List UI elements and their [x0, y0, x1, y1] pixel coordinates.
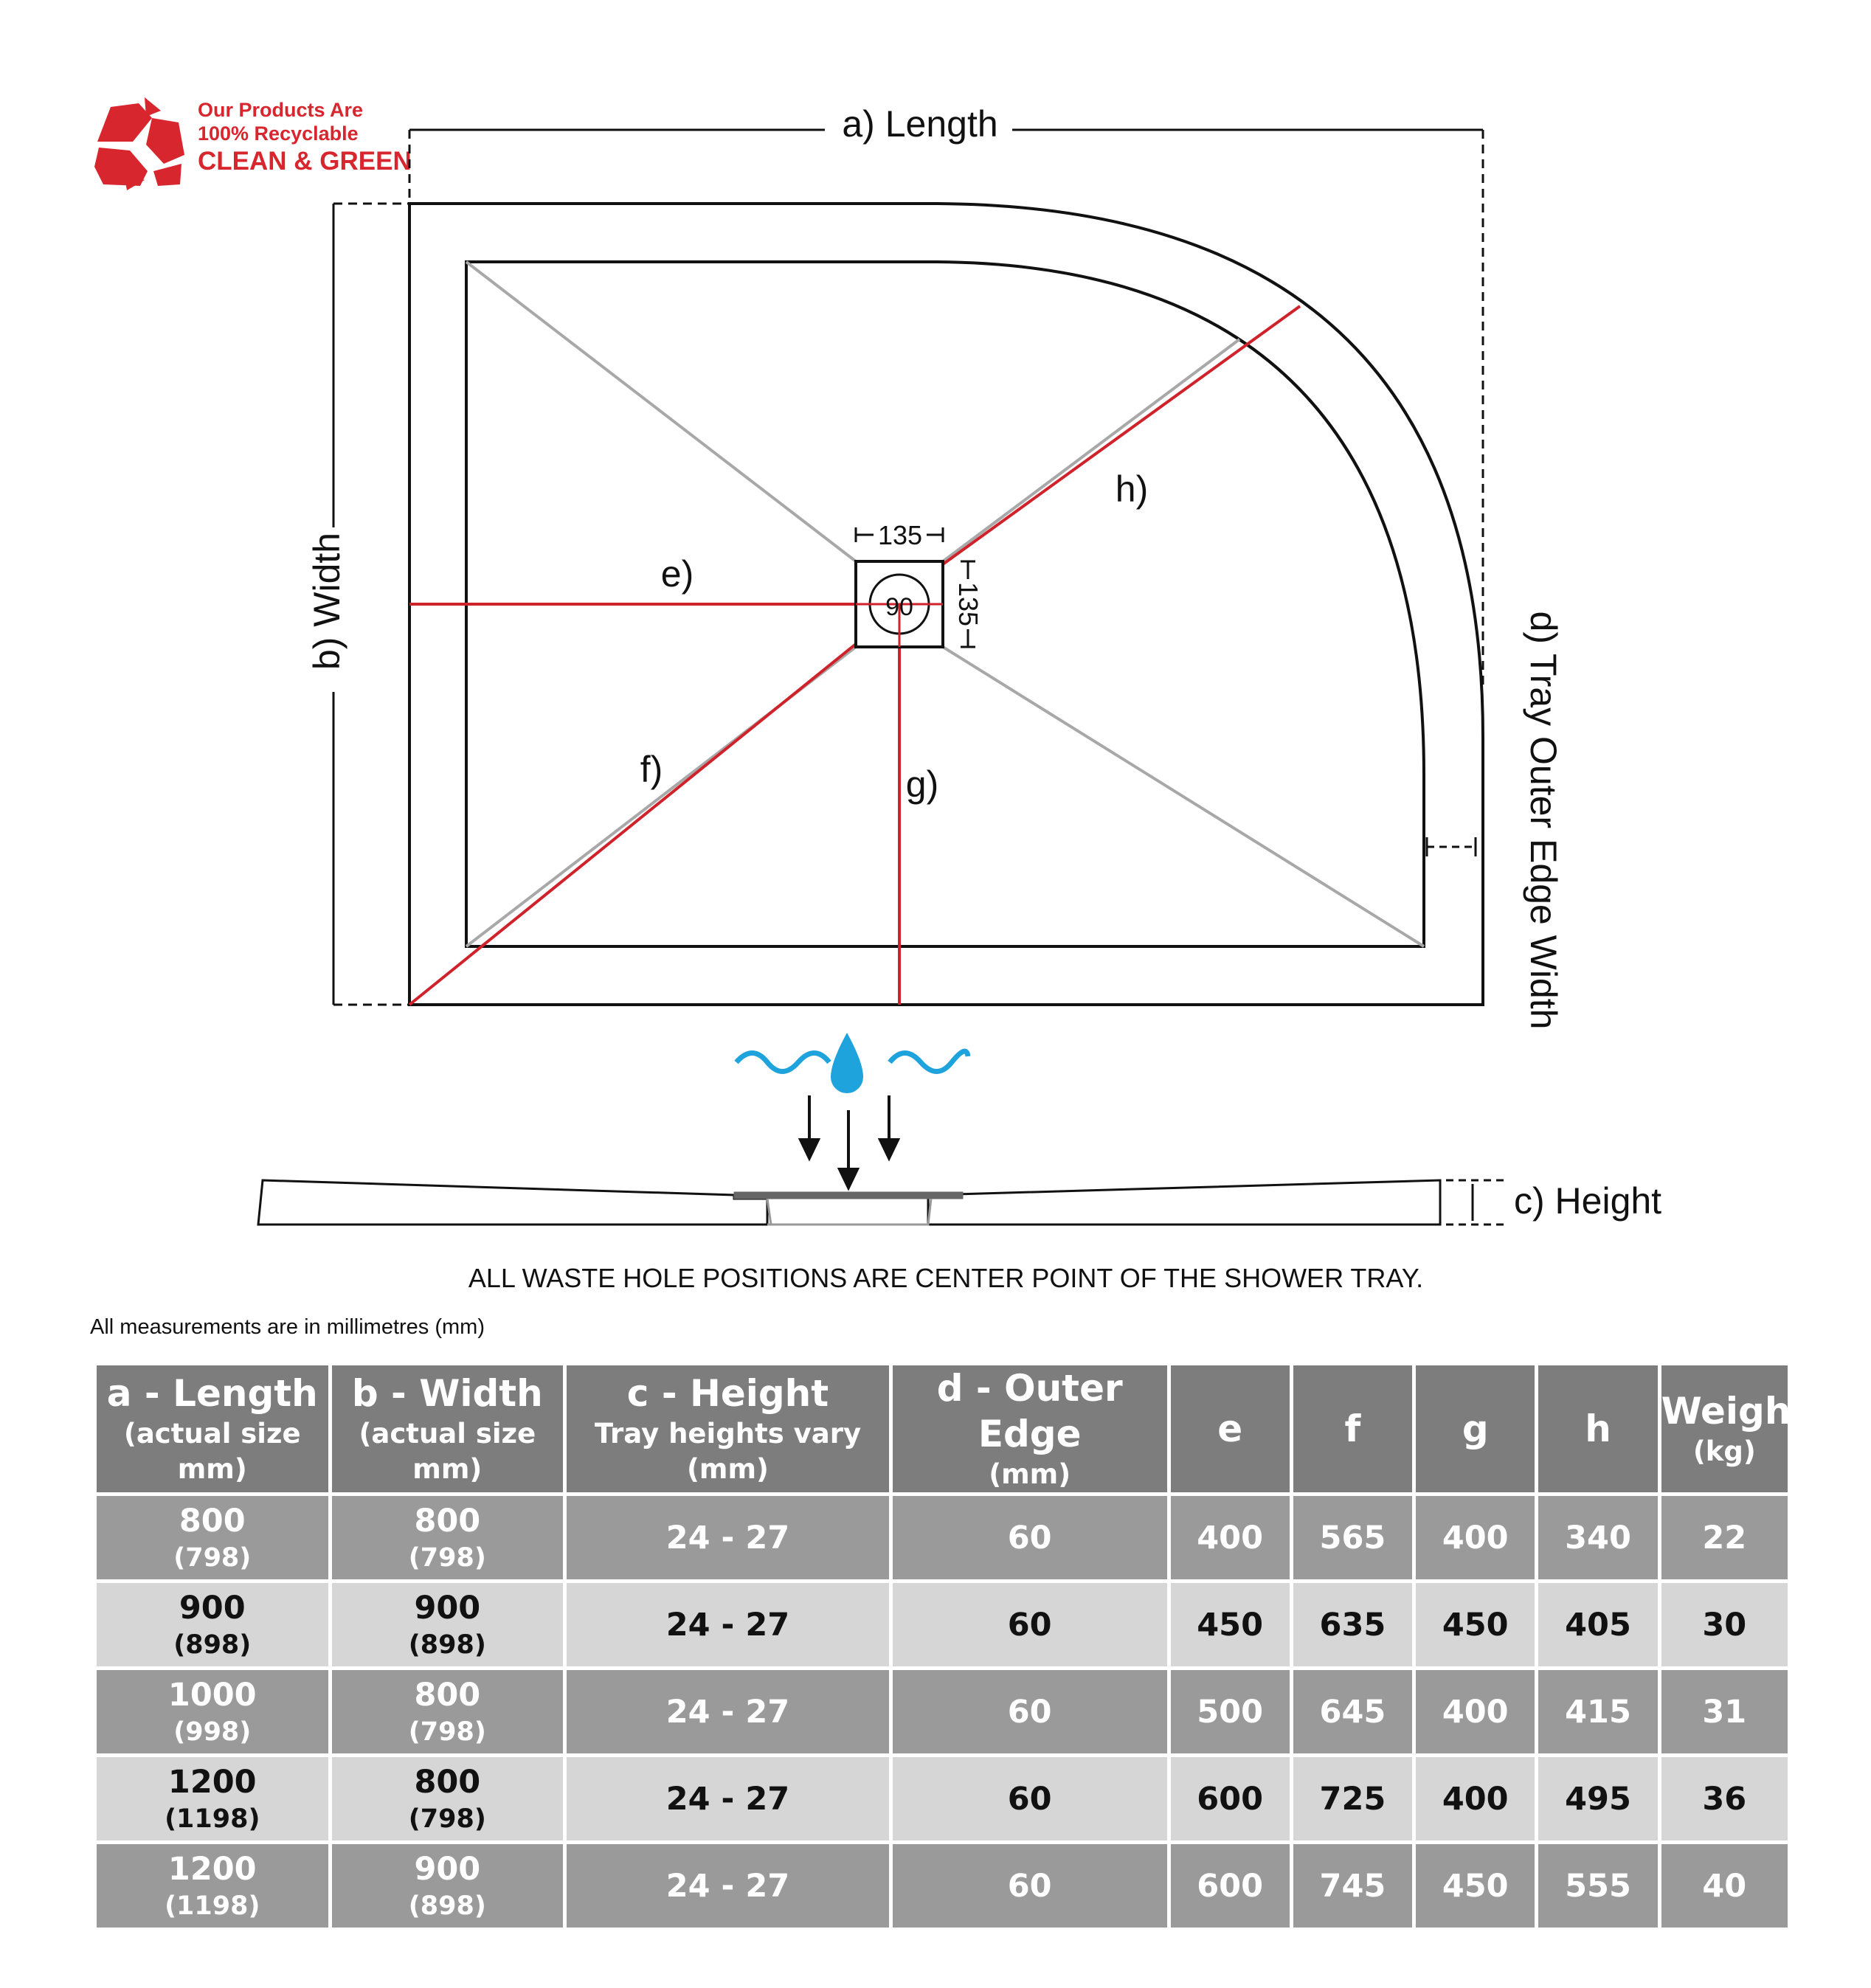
measurement-lines	[409, 306, 1300, 1005]
cell-height: 24 - 27	[567, 1757, 889, 1840]
label-h: h)	[1115, 468, 1149, 510]
cell-weight: 40	[1661, 1844, 1788, 1928]
cell-g: 450	[1416, 1844, 1535, 1928]
water-drop-icon	[736, 1033, 968, 1093]
cell-f: 645	[1293, 1670, 1412, 1753]
cell-f: 725	[1293, 1757, 1412, 1840]
cell-length: 1200 (1198)	[97, 1757, 328, 1840]
line-f	[409, 644, 856, 1005]
cell-g: 400	[1416, 1757, 1535, 1840]
cell-height: 24 - 27	[567, 1670, 889, 1753]
header-weight: Weight (kg)	[1661, 1365, 1788, 1492]
length-dimension	[409, 130, 1483, 686]
logo-line-2: 100% Recyclable	[198, 122, 359, 145]
logo-line-3: CLEAN & GREEN	[198, 147, 412, 176]
label-length: a) Length	[842, 103, 998, 145]
table-row	[97, 1844, 1788, 1928]
cell-g: 450	[1416, 1583, 1535, 1666]
header-length: a - Length (actual size mm)	[97, 1365, 328, 1492]
table-row	[97, 1583, 1788, 1666]
label-e: e)	[660, 553, 694, 595]
waste-position-note: ALL WASTE HOLE POSITIONS ARE CENTER POINT OF THE SHOWER TRAY.	[468, 1263, 1424, 1293]
cell-height: 24 - 27	[567, 1496, 889, 1579]
recycle-logo	[94, 97, 412, 190]
cell-h: 340	[1538, 1496, 1657, 1579]
cell-edge: 60	[893, 1496, 1167, 1579]
cell-e: 450	[1171, 1583, 1290, 1666]
waste-diameter-label: 90	[885, 593, 913, 621]
cell-f: 635	[1293, 1583, 1412, 1666]
cell-width: 900 (898)	[332, 1844, 564, 1928]
cell-h: 415	[1538, 1670, 1657, 1753]
label-width: b) Width	[306, 532, 347, 671]
line-h	[943, 306, 1300, 564]
label-edge-width: d) Tray Outer Edge Width	[1523, 611, 1564, 1030]
header-outer-edge: d - Outer Edge (mm)	[893, 1365, 1167, 1492]
cell-width: 800 (798)	[332, 1496, 564, 1579]
cell-edge: 60	[893, 1583, 1167, 1666]
height-dimension	[1446, 1180, 1505, 1225]
cell-length: 1000 (998)	[97, 1670, 328, 1753]
cell-width: 900 (898)	[332, 1583, 564, 1666]
waste-grate	[734, 1192, 963, 1199]
cell-width: 800 (798)	[332, 1757, 564, 1840]
units-note: All measurements are in millimetres (mm)	[90, 1315, 485, 1339]
cell-weight: 22	[1661, 1496, 1788, 1579]
cell-length: 900 (898)	[97, 1583, 328, 1666]
cell-weight: 31	[1661, 1670, 1788, 1753]
cell-length: 800 (798)	[97, 1496, 328, 1579]
table-row	[97, 1670, 1788, 1753]
cell-e: 500	[1171, 1670, 1290, 1753]
cell-e: 600	[1171, 1844, 1290, 1928]
header-width: b - Width (actual size mm)	[332, 1365, 564, 1492]
table-header-row	[97, 1365, 1788, 1492]
header-h: h	[1538, 1365, 1657, 1492]
cell-e: 600	[1171, 1757, 1290, 1840]
cell-edge: 60	[893, 1844, 1167, 1928]
cell-height: 24 - 27	[567, 1583, 889, 1666]
waste-height-label: 135	[953, 581, 983, 627]
table-row	[97, 1757, 1788, 1840]
label-f: f)	[640, 749, 663, 790]
cell-g: 400	[1416, 1670, 1535, 1753]
dimensions-table	[93, 1362, 1809, 1931]
cell-width: 800 (798)	[332, 1670, 564, 1753]
header-e: e	[1171, 1365, 1290, 1492]
drain-arrows	[800, 1095, 898, 1188]
cell-h: 555	[1538, 1844, 1657, 1928]
label-g: g)	[905, 763, 939, 805]
cell-f: 745	[1293, 1844, 1412, 1928]
cell-f: 565	[1293, 1496, 1412, 1579]
cell-edge: 60	[893, 1757, 1167, 1840]
cell-g: 400	[1416, 1496, 1535, 1579]
cell-height: 24 - 27	[567, 1844, 889, 1928]
waste-width-label: 135	[877, 520, 923, 550]
cell-length: 1200 (1198)	[97, 1844, 328, 1928]
cell-h: 495	[1538, 1757, 1657, 1840]
cell-e: 400	[1171, 1496, 1290, 1579]
cell-edge: 60	[893, 1670, 1167, 1753]
cell-weight: 30	[1661, 1583, 1788, 1666]
logo-line-1: Our Products Are	[198, 99, 364, 121]
header-height: c - Height Tray heights vary (mm)	[567, 1365, 889, 1492]
cell-weight: 36	[1661, 1757, 1788, 1840]
label-height: c) Height	[1514, 1180, 1662, 1222]
table-row	[97, 1496, 1788, 1579]
waste-body	[767, 1199, 931, 1225]
header-g: g	[1416, 1365, 1535, 1492]
recycle-icon	[94, 97, 184, 190]
header-f: f	[1293, 1365, 1412, 1492]
cell-h: 405	[1538, 1583, 1657, 1666]
edge-dimension	[1427, 837, 1476, 856]
